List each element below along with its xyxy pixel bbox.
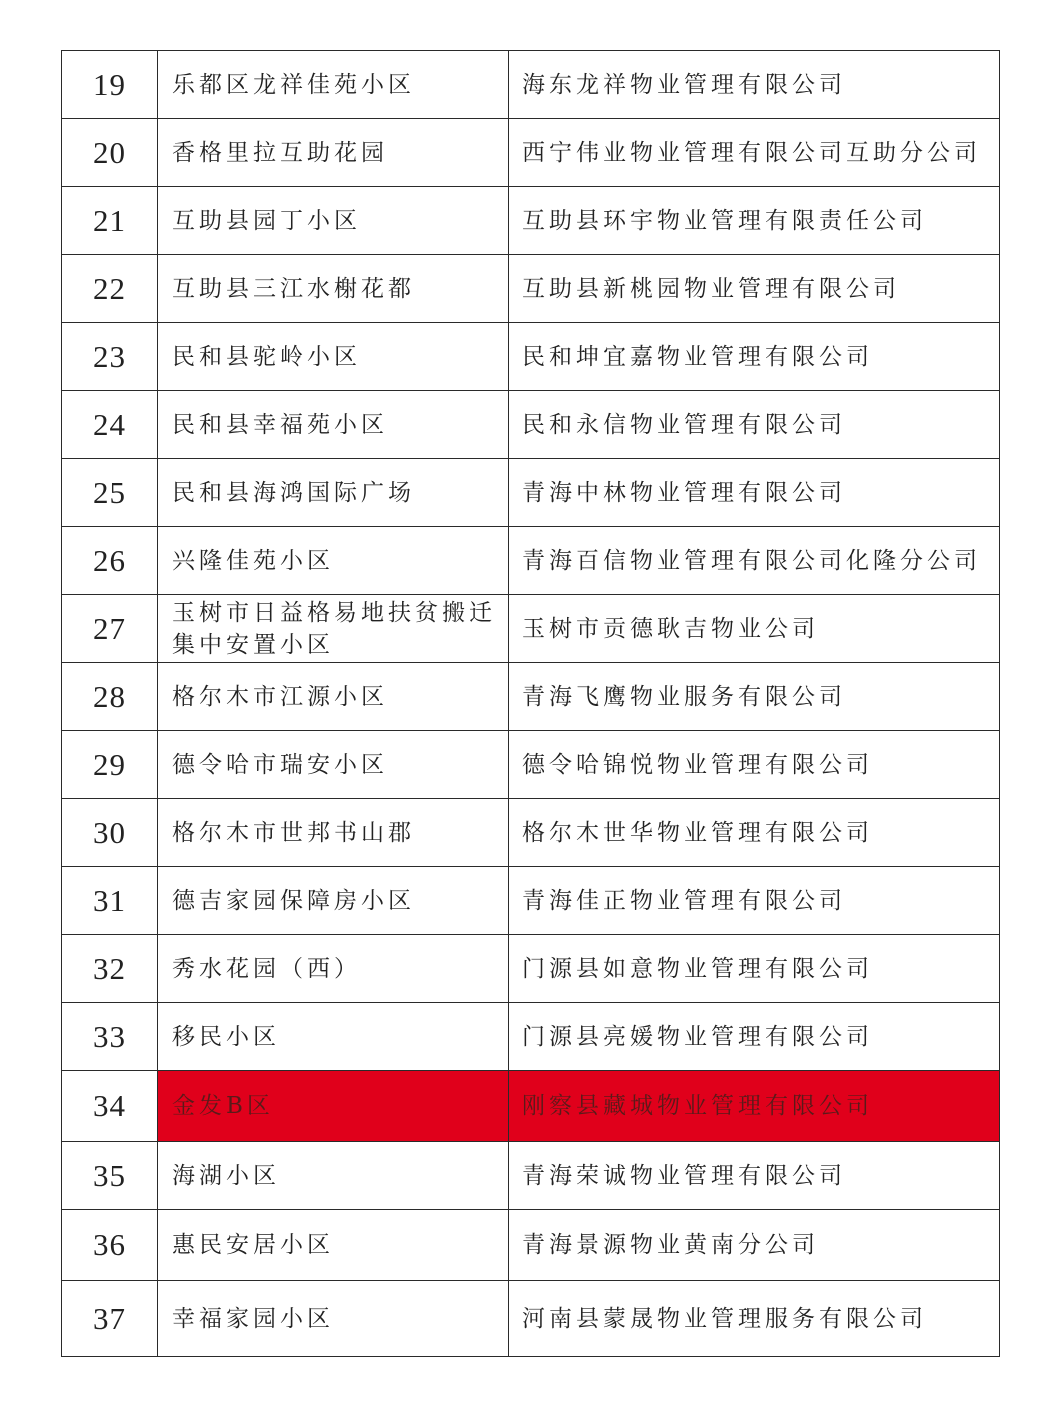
row-number: 25	[62, 459, 158, 527]
company-name: 民和坤宜嘉物业管理有限公司	[509, 323, 1000, 391]
company-name: 门源县如意物业管理有限公司	[509, 935, 1000, 1003]
row-number: 37	[62, 1281, 158, 1357]
company-name: 互助县新桃园物业管理有限公司	[509, 255, 1000, 323]
community-name: 格尔木市江源小区	[158, 663, 509, 731]
table-row	[62, 1142, 1000, 1210]
community-name: 民和县海鸿国际广场	[158, 459, 509, 527]
row-number: 35	[62, 1142, 158, 1210]
row-number: 31	[62, 867, 158, 935]
company-name: 德令哈锦悦物业管理有限公司	[509, 731, 1000, 799]
table-row	[62, 1210, 1000, 1281]
row-number: 26	[62, 527, 158, 595]
row-number: 33	[62, 1003, 158, 1071]
table-row	[62, 799, 1000, 867]
company-name: 青海荣诚物业管理有限公司	[509, 1142, 1000, 1210]
community-name: 秀水花园（西）	[158, 935, 509, 1003]
company-name: 门源县亮媛物业管理有限公司	[509, 1003, 1000, 1071]
row-number: 22	[62, 255, 158, 323]
table-row	[62, 459, 1000, 527]
community-name: 海湖小区	[158, 1142, 509, 1210]
table-row	[62, 51, 1000, 119]
table-row	[62, 1281, 1000, 1357]
table-row	[62, 255, 1000, 323]
row-number: 20	[62, 119, 158, 187]
community-name: 移民小区	[158, 1003, 509, 1071]
row-number: 34	[62, 1071, 158, 1142]
company-name: 青海景源物业黄南分公司	[509, 1210, 1000, 1281]
table-row	[62, 867, 1000, 935]
community-name: 民和县幸福苑小区	[158, 391, 509, 459]
community-name: 香格里拉互助花园	[158, 119, 509, 187]
row-number: 19	[62, 51, 158, 119]
table-row	[62, 119, 1000, 187]
row-number: 21	[62, 187, 158, 255]
row-number: 29	[62, 731, 158, 799]
row-number: 30	[62, 799, 158, 867]
company-name-highlighted: 刚察县藏城物业管理有限公司	[509, 1071, 1000, 1142]
table-row	[62, 731, 1000, 799]
community-name: 乐都区龙祥佳苑小区	[158, 51, 509, 119]
row-number: 27	[62, 595, 158, 663]
company-name: 青海飞鹰物业服务有限公司	[509, 663, 1000, 731]
community-name: 兴隆佳苑小区	[158, 527, 509, 595]
table-row	[62, 527, 1000, 595]
table-row	[62, 323, 1000, 391]
row-number: 36	[62, 1210, 158, 1281]
company-name: 西宁伟业物业管理有限公司互助分公司	[509, 119, 1000, 187]
community-name-highlighted: 金发B区	[158, 1071, 509, 1142]
table-row	[62, 391, 1000, 459]
table-row	[62, 595, 1000, 663]
community-name: 民和县驼岭小区	[158, 323, 509, 391]
table-row	[62, 935, 1000, 1003]
company-name: 河南县蒙晟物业管理服务有限公司	[509, 1281, 1000, 1357]
company-name: 青海佳正物业管理有限公司	[509, 867, 1000, 935]
community-name: 格尔木市世邦书山郡	[158, 799, 509, 867]
company-name: 青海百信物业管理有限公司化隆分公司	[509, 527, 1000, 595]
row-number: 28	[62, 663, 158, 731]
table-row	[62, 1003, 1000, 1071]
table-row	[62, 187, 1000, 255]
company-name: 格尔木世华物业管理有限公司	[509, 799, 1000, 867]
company-name: 海东龙祥物业管理有限公司	[509, 51, 1000, 119]
community-name: 惠民安居小区	[158, 1210, 509, 1281]
company-name: 青海中林物业管理有限公司	[509, 459, 1000, 527]
row-number: 24	[62, 391, 158, 459]
community-name: 互助县园丁小区	[158, 187, 509, 255]
community-name: 幸福家园小区	[158, 1281, 509, 1357]
row-number: 32	[62, 935, 158, 1003]
table-row	[62, 663, 1000, 731]
company-name: 玉树市贡德耿吉物业公司	[509, 595, 1000, 663]
community-name: 玉树市日益格易地扶贫搬迁集中安置小区	[158, 595, 509, 663]
table-row-highlighted	[62, 1071, 1000, 1142]
community-name: 德吉家园保障房小区	[158, 867, 509, 935]
company-name: 民和永信物业管理有限公司	[509, 391, 1000, 459]
community-name: 德令哈市瑞安小区	[158, 731, 509, 799]
company-name: 互助县环宇物业管理有限责任公司	[509, 187, 1000, 255]
property-list-table	[61, 50, 1000, 1357]
row-number: 23	[62, 323, 158, 391]
community-name: 互助县三江水榭花都	[158, 255, 509, 323]
